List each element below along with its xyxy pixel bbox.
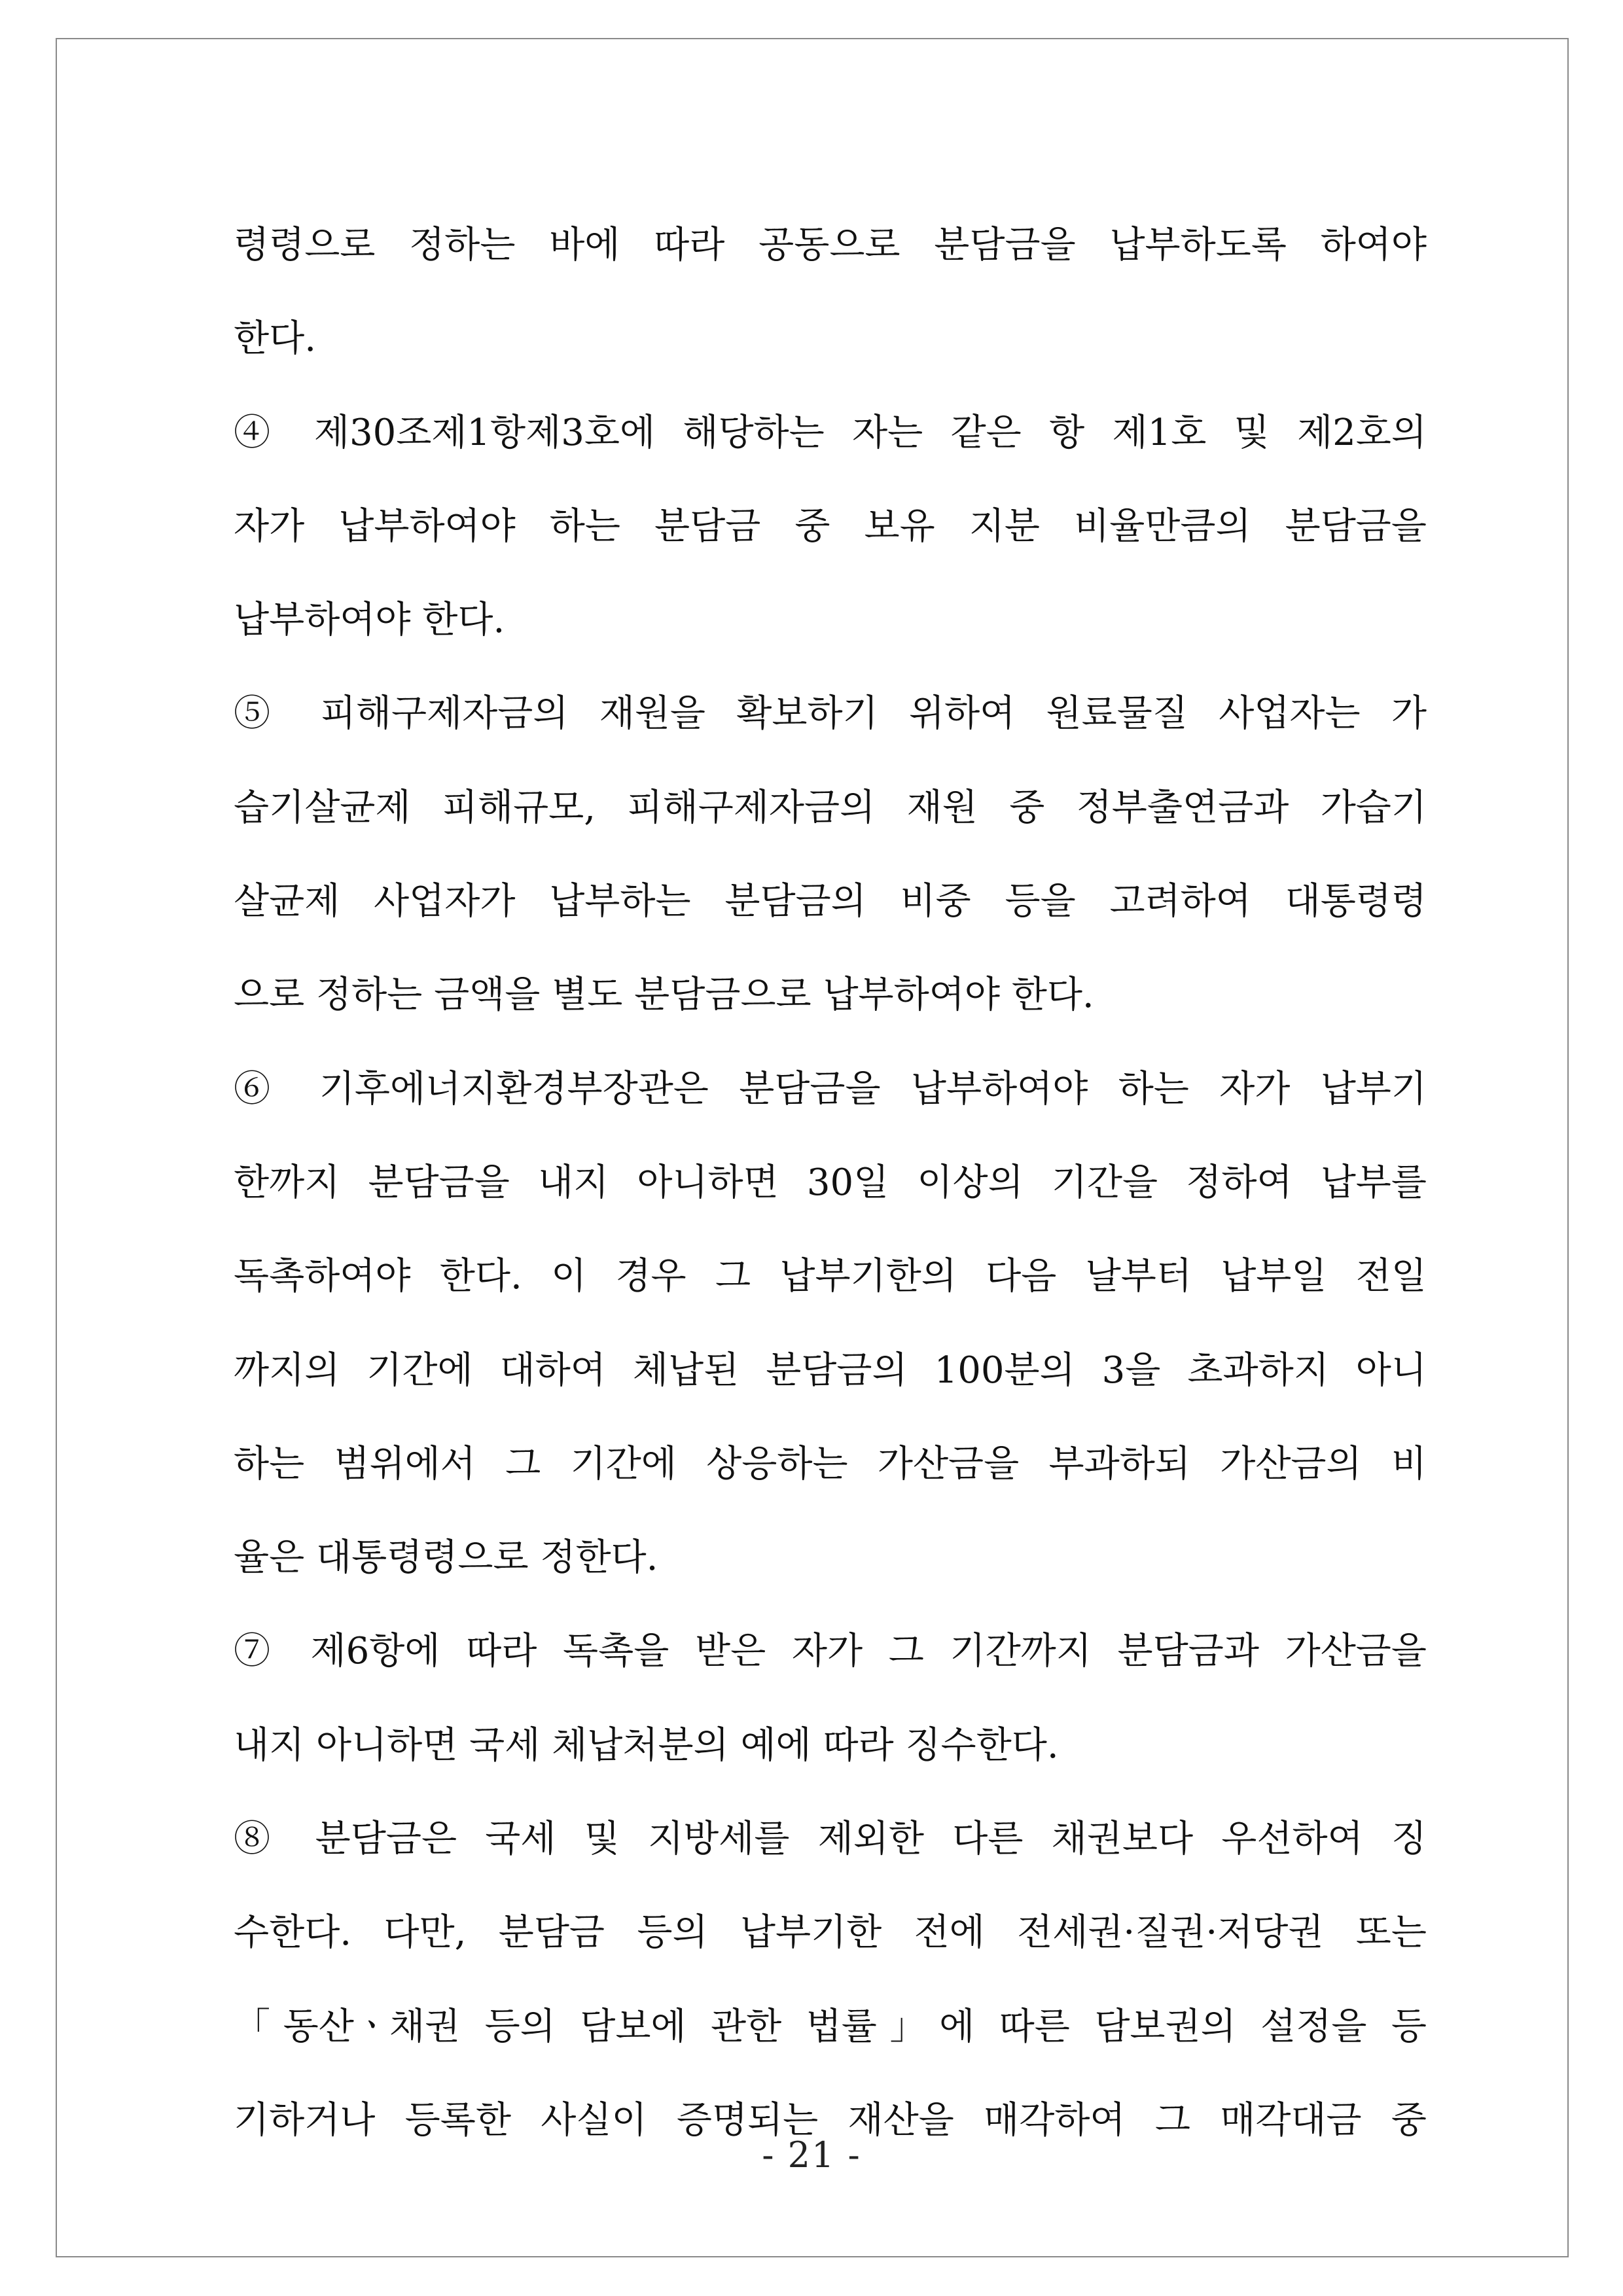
text-line: 내지 아니하면 국세 체납처분의 예에 따라 징수한다. bbox=[234, 1723, 1059, 1767]
text-line: ⑤ 피해구제자금의 재원을 확보하기 위하여 원료물질 사업자는 가 bbox=[234, 692, 1427, 735]
text-line: 한다. bbox=[234, 317, 316, 361]
text-line: 수한다. 다만, 분담금 등의 납부기한 전에 전세권·질권·저당권 또는 bbox=[234, 1911, 1427, 1954]
text-line: 습기살균제 피해규모, 피해구제자금의 재원 중 정부출연금과 가습기 bbox=[234, 786, 1427, 829]
page-number: - 21 - bbox=[762, 2134, 861, 2176]
text-line: ⑥ 기후에너지환경부장관은 분담금을 납부하여야 하는 자가 납부기 bbox=[234, 1067, 1427, 1110]
text-line: ④ 제30조제1항제3호에 해당하는 자는 같은 항 제1호 및 제2호의 bbox=[234, 411, 1427, 454]
text-line: 한까지 분담금을 내지 아니하면 30일 이상의 기간을 정하여 납부를 bbox=[234, 1161, 1427, 1204]
text-line: 령령으로 정하는 바에 따라 공동으로 분담금을 납부하도록 하여야 bbox=[234, 224, 1427, 266]
text-line: ⑧ 분담금은 국세 및 지방세를 제외한 다른 채권보다 우선하여 징 bbox=[234, 1818, 1427, 1861]
text-line: 자가 납부하여야 하는 분담금 중 보유 지분 비율만큼의 분담금을 bbox=[234, 504, 1427, 548]
text-line: 살균제 사업자가 납부하는 분담금의 비중 등을 고려하여 대통령령 bbox=[234, 880, 1427, 923]
text-line: 「동산ㆍ채권 등의 담보에 관한 법률」에 따른 담보권의 설정을 등 bbox=[234, 2005, 1427, 2048]
text-line: 납부하여야 한다. bbox=[234, 599, 505, 642]
text-line: 독촉하여야 한다. 이 경우 그 납부기한의 다음 날부터 납부일 전일 bbox=[234, 1255, 1427, 1298]
document-body bbox=[234, 198, 1427, 2167]
text-line: 기하거나 등록한 사실이 증명되는 재산을 매각하여 그 매각대금 중 bbox=[234, 2098, 1427, 2142]
text-line: 까지의 기간에 대하여 체납된 분담금의 100분의 3을 초과하지 아니 bbox=[234, 1349, 1427, 1392]
text-line: 으로 정하는 금액을 별도 분담금으로 납부하여야 한다. bbox=[234, 974, 1094, 1017]
text-line: ⑦ 제6항에 따라 독촉을 받은 자가 그 기간까지 분담금과 가산금을 bbox=[234, 1630, 1427, 1673]
text-line: 율은 대통령령으로 정한다. bbox=[234, 1536, 658, 1580]
text-line: 하는 범위에서 그 기간에 상응하는 가산금을 부과하되 가산금의 비 bbox=[234, 1442, 1427, 1485]
